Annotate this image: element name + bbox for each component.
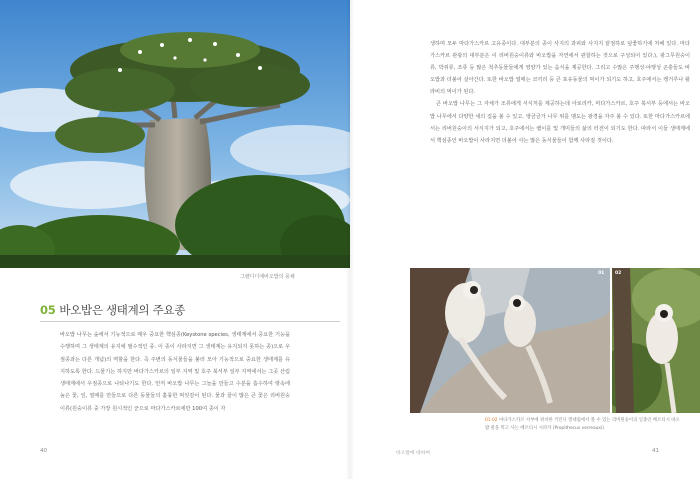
right-paragraph-2: 큰 바오밥 나무는 그 자체가 조류에게 서식처를 제공하는데 아로리카, 마다가스카르, 호주 북서부 등에서는 바오밥 나무에서 다양한 새의 집을 볼 수 있고, 앵금금가 나무 위를 맴도는 광경을 자주 볼 수 있다. 또한 마다가스카르에서는 리버원숭이의 서식지가 되고, 호주에서는 뱀이를 및 개미들의 삶의 터전이 되기도 한다. 따라서 이들 생태계에서 핵심종인 바오밥이 사라지면 더불어 사는 많은 동식물들이 함께 사라질 것이다. — [430, 101, 690, 144]
right-body-text — [430, 38, 690, 147]
section-heading — [40, 302, 185, 318]
photo-credit: 그랜디디에바오밥의 풍채 — [240, 274, 295, 280]
photo-label-01: 01 — [598, 271, 605, 276]
lemur-photo-1 — [410, 268, 610, 413]
section-number: 05 — [40, 303, 56, 317]
book-gutter — [346, 0, 354, 479]
left-paragraph: 바오밥 나무는 숲에서 기능적으로 매우 중요한 핵심종(Keystone species, 생태계에서 중요한 기능을 수행하며 그 생태계의 유지에 필수적인 종. 이 종이 사라지면 그 생태계는 유지되지 못하는 종)으로 우점종과는 다른 개념)의 역할을 한다. 즉 주변의 동식물들을 불러 모아 기능적으로 중요한 생태계를 유지하도록 한다. 드물기는 하지만 바다가스카르의 일부 지역 및 호주 북서부 일부 지역에서는 그곳 산림생태계에서 우점종으로 나타나기도 한다. 먼저 바오밥 나무는 그늘을 만들고 수분을 흡수하여 땅속에 높은 꽃, 잎, 열매를 만들므로 다른 동물들의 훌륭한 먹잇감이 된다. 물과 꿀이 많은 큰 꽃은 리버원숭이류(원숭이류 중 가장 원시적인 군으로 마다가스카르에만 100여 종이 자 — [60, 332, 290, 412]
baobab-illustration — [0, 0, 350, 268]
sifaka-pair-illustration — [410, 268, 610, 413]
section-title-text: 바오밥은 생태계의 주요종 — [59, 303, 186, 317]
caption-text: 마다가스카르 서부에 위치한 키린디 열대림에서 볼 수 있는 리버원숭이의 일종인 베르티시 바오밥 팔을 먹고 사는 베르티시 시파카 (Propithecus verreauxi) — [485, 418, 680, 432]
running-title: 바오밥에 대하여 — [396, 451, 430, 456]
sifaka-tree-illustration — [612, 268, 700, 413]
left-body-text — [60, 329, 290, 415]
caption-tag: 01·02 — [485, 418, 498, 423]
lemur-photo-2 — [612, 268, 700, 413]
section-divider — [40, 321, 340, 322]
right-paragraph-1: 생하며 모두 마다가스카르 고유종이다. 대부분의 종이 사지의 과피와 사지지 끝점하로 덮좋하기에 처해 있다. 마다가스카르 관광의 대부분은 이 리버원숭이류와 바오밥을 자연에서 관찰하는 것으로 구성되어 있다.), 광그무원숭이류, 박쥐류, 조류 등 많은 척추동물들에게 영양가 있는 음식을 제공한다. 그리고 수많은 주행성·야행성 곤충들도 바오밥과 더불어 살아간다. 또한 바오밥 열매는 코끼리 등 큰 포유동물의 먹이가 되기도 하고, 호주에서는 캥거루나 왈라비의 먹이가 된다. — [430, 41, 690, 96]
baobab-tree-photo — [0, 0, 350, 268]
page-number-left: 40 — [40, 448, 47, 454]
photo-caption — [485, 417, 680, 433]
page-number-right: 41 — [652, 448, 659, 454]
photo-label-02: 02 — [615, 271, 622, 276]
